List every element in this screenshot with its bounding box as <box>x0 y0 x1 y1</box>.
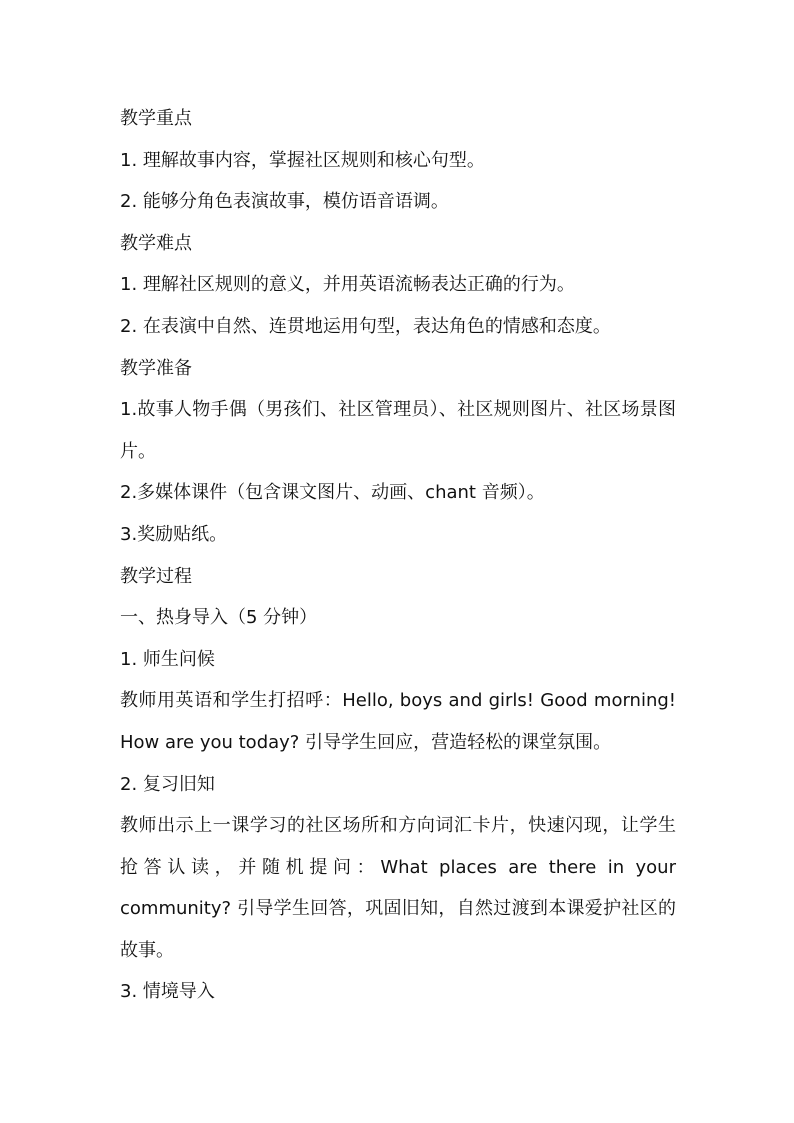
preparation-3: 3.奖励贴纸。 <box>120 523 228 545</box>
heading-preparation: 教学准备 <box>120 357 192 379</box>
section-warmup-title: 一、热身导入（5 分钟） <box>120 607 318 629</box>
difficulty-1: 1. 理解社区规则的意义，并用英语流畅表达正确的行为。 <box>120 274 575 296</box>
heading-difficulties: 教学难点 <box>120 232 192 254</box>
step-greeting-title: 1. 师生问候 <box>120 648 215 670</box>
preparation-2: 2.多媒体课件（包含课文图片、动画、chant 音频）。 <box>120 482 545 504</box>
step-review-text: 教师出示上一课学习的社区场所和方向词汇卡片，快速闪现，让学生抢答认读，并随机提问：What places are there in your community? 引导学生回答，巩固旧知，自然过渡到本课爱护社区的故事。 <box>120 815 676 961</box>
step-greeting-text: 教师用英语和学生打招呼：Hello, boys and girls! Good morning! How are you today? 引导学生回应，营造轻松的课堂氛围。 <box>120 690 676 753</box>
key-point-2: 2. 能够分角色表演故事，模仿语音语调。 <box>120 191 449 213</box>
key-point-1: 1. 理解故事内容，掌握社区规则和核心句型。 <box>120 149 485 171</box>
heading-key-points: 教学重点 <box>120 108 192 129</box>
difficulty-2: 2. 在表演中自然、连贯地运用句型，表达角色的情感和态度。 <box>120 315 611 337</box>
step-context-title: 3. 情境导入 <box>120 981 215 1003</box>
preparation-1: 1.故事人物手偶（男孩们、社区管理员）、社区规则图片、社区场景图片。 <box>120 399 676 462</box>
heading-process: 教学过程 <box>120 565 192 587</box>
step-review-title: 2. 复习旧知 <box>120 773 215 795</box>
document-body <box>120 98 676 1013</box>
